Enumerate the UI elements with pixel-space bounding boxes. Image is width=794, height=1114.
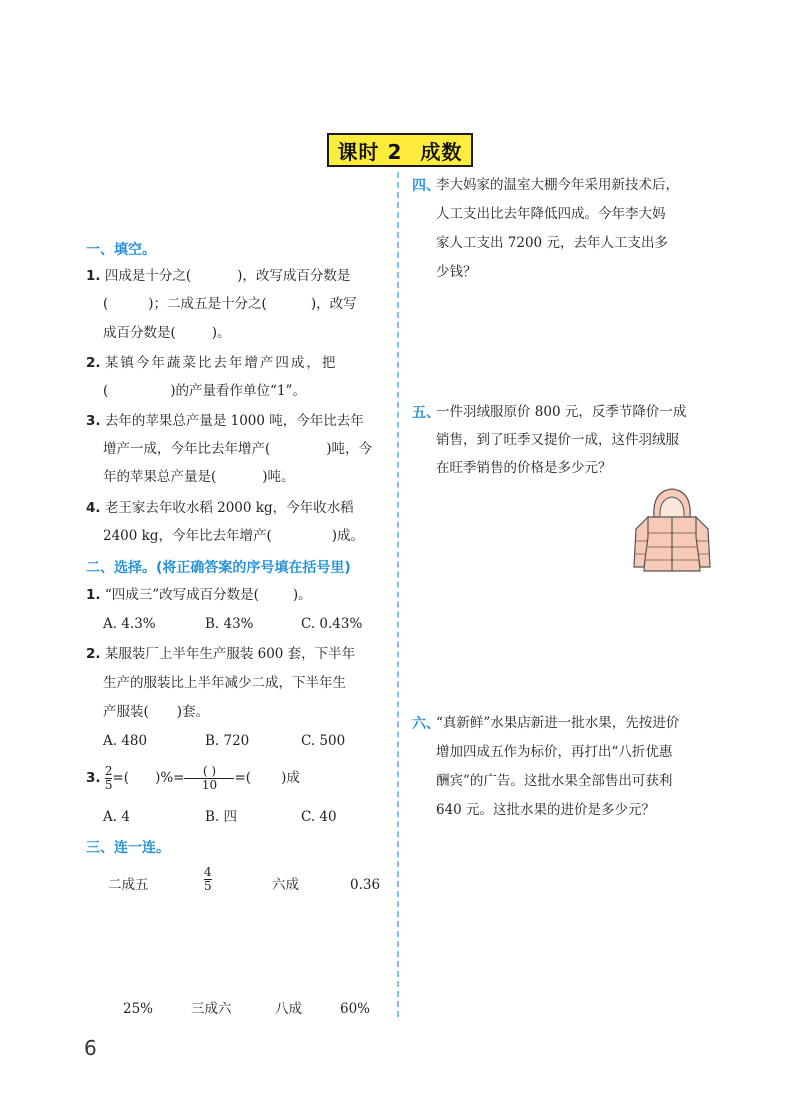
- q1-1-line2: ( )；二成五是十分之( )，改写: [103, 296, 357, 312]
- q1-4-line2: 2400 kg，今年比去年增产( )成。: [103, 528, 365, 544]
- q2-2-line3: 产服装( )套。: [103, 704, 210, 720]
- fraction-over-ten: $\frac{( )}{10}$: [184, 765, 234, 792]
- option-b: B. 720: [205, 733, 250, 749]
- q1-2-line2: ( )的产量看作单位“1”。: [103, 383, 306, 399]
- q1-2-line1: 2. 某镇今年蔬菜比去年增产四成，把: [86, 355, 338, 371]
- q4-line3: 家人工支出 7200 元，去年人工支出多: [436, 235, 668, 251]
- q6-line3: 酬宾”的广告。这批水果全部售出可获利: [436, 773, 673, 789]
- q2-2-line1: 2. 某服装厂上半年生产服装 600 套，下半年: [86, 646, 356, 662]
- section-choice-heading: 二、选择。(将正确答案的序号填在括号里): [86, 560, 351, 576]
- q5-line1: 一件羽绒服原价 800 元，反季节降价一成: [436, 404, 687, 420]
- q1-3-line1: 3. 去年的苹果总产量是 1000 吨，今年比去年: [86, 413, 364, 429]
- q2-2-line2: 生产的服装比上半年减少二成，下半年生: [103, 675, 346, 691]
- fraction-two-fifths: $\frac{2}{5}$: [104, 764, 113, 792]
- q1-3-line3: 年的苹果总产量是( )吨。: [103, 469, 295, 485]
- option-a: A. 4: [103, 809, 130, 825]
- q4-line2: 人工支出比去年降低四成。今年李大妈: [436, 206, 666, 222]
- match-top-1: 二成五: [108, 877, 149, 893]
- lesson-title: [327, 133, 473, 167]
- section-match-heading: 三、连一连。: [86, 840, 170, 856]
- q1-3-line2: 增产一成，今年比去年增产( )吨，今: [103, 441, 373, 457]
- match-bottom-3: 八成: [275, 1001, 302, 1017]
- option-c: C. 0.43%: [301, 616, 363, 632]
- q2-2-options: [103, 731, 345, 751]
- q2-1-text: 1. “四成三”改写成百分数是( )。: [86, 587, 312, 603]
- match-top-3: 六成: [272, 877, 299, 893]
- q5-line3: 在旺季销售的价格是多少元？: [436, 460, 612, 476]
- q2-1-options: [103, 614, 362, 634]
- q2-3-options: [103, 807, 337, 827]
- page-number: 6: [84, 1036, 97, 1060]
- match-top-2: $\frac{4}{5}$: [204, 865, 212, 893]
- down-jacket-illustration: [632, 487, 712, 577]
- match-bottom-1: 25%: [123, 1001, 154, 1017]
- q4-line4: 少钱？: [436, 264, 477, 280]
- match-bottom-2: 三成六: [191, 1001, 232, 1017]
- q5-line2: 销售，到了旺季又提价一成，这件羽绒服: [436, 432, 679, 448]
- section-fill-blank-heading: 一、填空。: [86, 242, 156, 258]
- q1-1-line3: 成百分数是( )。: [103, 325, 231, 341]
- option-a: A. 480: [103, 733, 148, 749]
- option-c: C. 500: [301, 733, 346, 749]
- option-c: C. 40: [301, 809, 337, 825]
- section-5-heading: 五、: [412, 405, 440, 421]
- column-divider: [397, 172, 399, 1017]
- section-6-heading: 六、: [412, 716, 440, 732]
- option-b: B. 43%: [205, 616, 254, 632]
- q6-line4: 640 元。这批水果的进价是多少元？: [436, 802, 656, 818]
- lesson-title-number: 课时 2: [337, 139, 403, 164]
- match-bottom-4: 60%: [340, 1001, 371, 1017]
- section-4-heading: 四、: [412, 178, 440, 194]
- q1-1-line1: 1. 四成是十分之( )，改写成百分数是: [86, 268, 351, 284]
- option-a: A. 4.3%: [103, 616, 156, 632]
- q1-4-line1: 4. 老王家去年收水稻 2000 kg，今年收水稻: [86, 500, 354, 516]
- lesson-title-topic: 成数: [420, 139, 463, 164]
- q6-line1: “真新鲜”水果店新进一批水果，先按进价: [436, 715, 680, 731]
- q4-line1: 李大妈家的温室大棚今年采用新技术后，: [436, 177, 679, 193]
- q2-3-equation: 3. $\frac{2}{5}$ =( )%= $\frac{( )}{10}$ =( )成: [86, 764, 300, 792]
- option-b: B. 四: [205, 809, 238, 825]
- match-top-4: 0.36: [350, 877, 381, 893]
- q6-line2: 增加四成五作为标价，再打出“八折优惠: [436, 744, 673, 760]
